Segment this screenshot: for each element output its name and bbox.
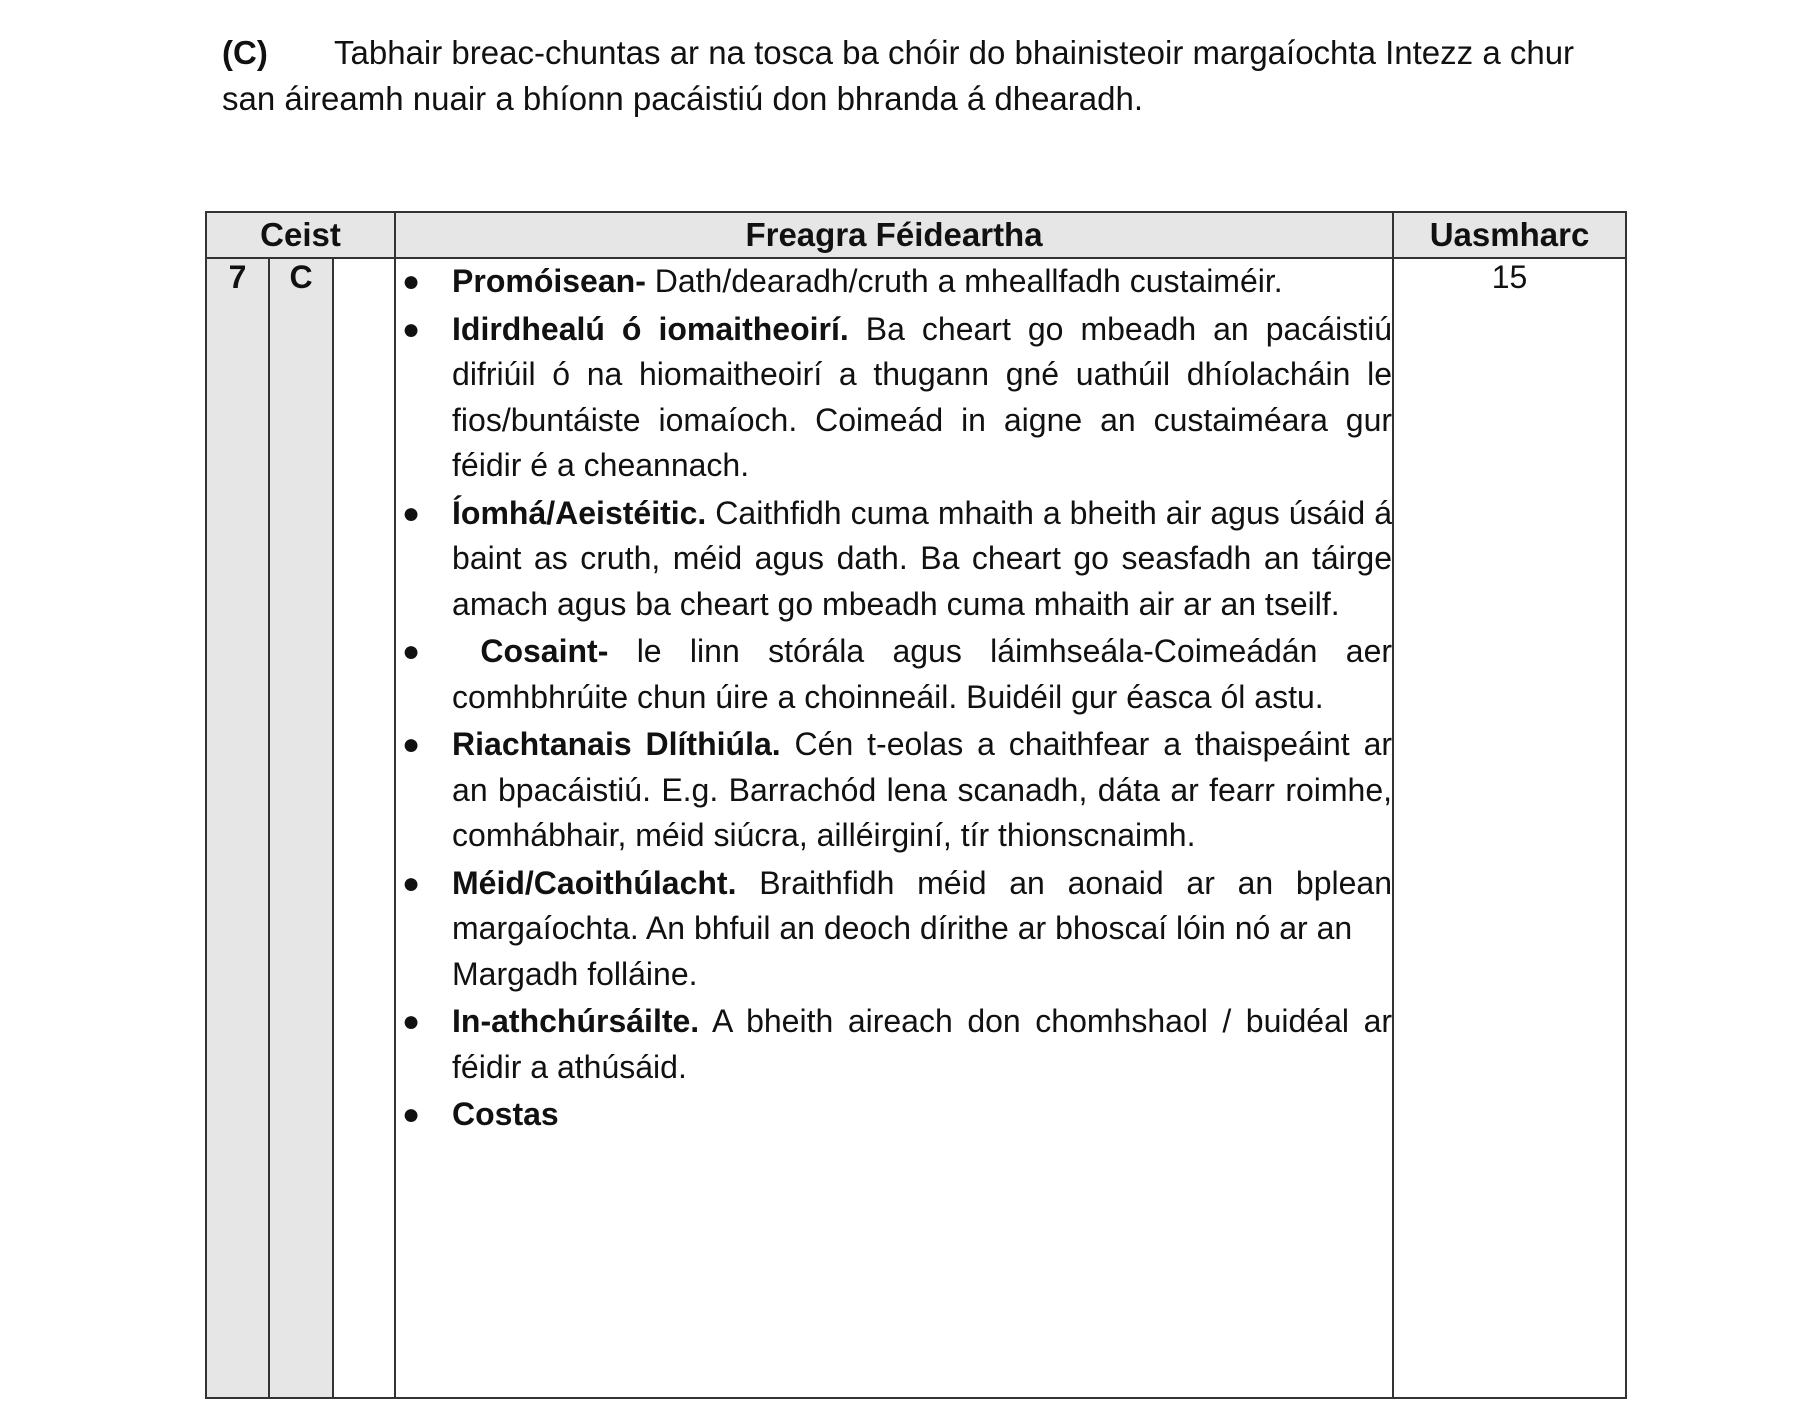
header-question: Ceist [206, 212, 395, 258]
point-text: Caithfidh cuma mhaith a bheith air agus úsáid á baint as cruth, méid agus dath. Ba cheart go seasfadh an táirge amach agus ba cheart go mbeadh cuma mhaith air ar an tseilf. [452, 494, 1393, 622]
point-text: Dath/dearadh/cruth a mheallfadh custaiméir. [645, 263, 1283, 299]
bullet-icon: ● [402, 1098, 421, 1131]
point-text: le linn stórála agus láimhseála-Coimeádán aer comhbhrúite chun úire a choinneáil. Buidéil gur éasca ól astu. [452, 633, 1393, 715]
answer-points-list [396, 259, 1392, 1138]
header-row [206, 212, 1626, 258]
bullet-icon: ● [402, 265, 421, 298]
bullet-icon: ● [402, 312, 421, 346]
list-item [396, 1092, 1392, 1138]
list-item [396, 999, 1392, 1090]
point-text: A bheith aireach don chomhshaol / buidéal ar féidir a athúsáid. [452, 1003, 1393, 1085]
list-item [396, 722, 1392, 859]
question-label: (C) [222, 34, 268, 71]
point-text: Ba cheart go mbeadh an pacáistiú difriúil ó na hiomaitheoirí a thugann gné uathúil dhíolacháin le fios/buntáiste iomaíoch. Coimeád in aigne an custaiméara gur féidir é a cheannach. [452, 310, 1393, 483]
marking-scheme-table [205, 211, 1627, 1399]
question-block [222, 30, 1622, 122]
point-heading: Cosaint- [452, 633, 609, 669]
point-heading: Idirdhealú ó iomaitheoirí. [452, 310, 849, 347]
point-text: Cén t-eolas a chaithfear a thaispeáint ar an bpacáistiú. E.g. Barrachód lena scanadh, dáta ar fearr roimhe, comhábhair, méid siúcra, ailléirginí, tír thionscnaimh. [452, 726, 1393, 853]
header-answer: Freagra Féideartha [395, 212, 1393, 258]
list-item [396, 307, 1392, 489]
point-heading: Riachtanais Dlíthiúla. [452, 726, 781, 762]
point-heading: Costas [452, 1096, 559, 1132]
max-marks: 15 [1393, 258, 1626, 1398]
list-item [396, 491, 1392, 628]
header-marks: Uasmharc [1393, 212, 1626, 258]
bullet-icon: ● [402, 635, 421, 668]
question-subpart [333, 258, 395, 1398]
bullet-icon: ● [402, 728, 421, 761]
list-item [396, 629, 1392, 720]
list-item [396, 861, 1392, 998]
point-continuation: Margadh folláine. [452, 955, 698, 992]
point-heading: Méid/Caoithúlacht. [452, 864, 737, 901]
point-heading: In-athchúrsáilte. [452, 1003, 700, 1039]
table-row [206, 258, 1626, 1398]
bullet-icon: ● [402, 866, 421, 900]
bullet-icon: ● [402, 1005, 421, 1038]
list-item [396, 259, 1392, 305]
question-text: Tabhair breac-chuntas ar na tosca ba chóir do bhainisteoir margaíochta Intezz a chur san áireamh nuair a bhíonn pacáistiú don bhranda á dhearadh. [222, 34, 1575, 117]
question-number: 7 [206, 258, 269, 1398]
point-heading: Promóisean- [452, 263, 646, 299]
bullet-icon: ● [402, 496, 421, 530]
point-text: Braithfidh méid an aonaid ar an bplean margaíochta. An bhfuil an deoch dírithe ar bhoscaí lóin nó ar an [452, 864, 1393, 946]
question-part: C [269, 258, 333, 1398]
point-heading: Íomhá/Aeistéitic. [452, 494, 707, 531]
answer-cell [395, 258, 1393, 1398]
